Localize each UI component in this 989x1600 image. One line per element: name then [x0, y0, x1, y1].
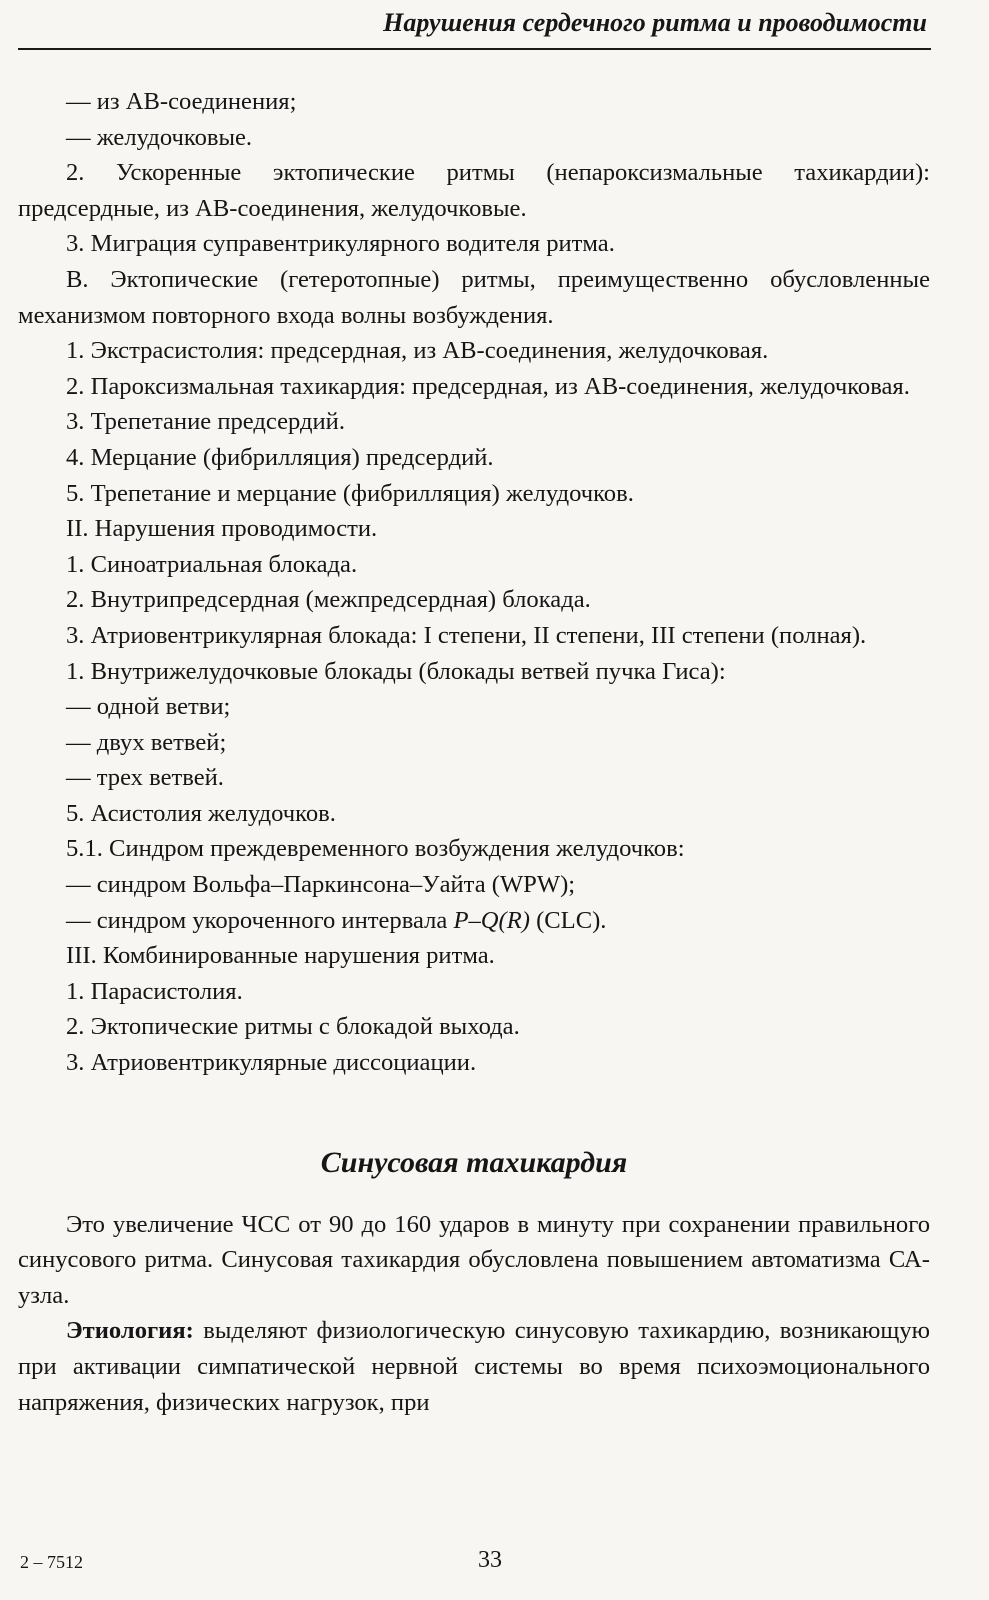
list-item: 5.1. Синдром преждевременного возбуждения желудочков: — [66, 835, 685, 863]
list-item-text: (CLC). — [529, 906, 607, 934]
footer-code: 2 – 7512 — [20, 1552, 83, 1572]
list-item: — трех ветвей. — [66, 764, 224, 792]
list-item: III. Комбинированные нарушения ритма. — [66, 942, 495, 970]
list-item: 4. Мерцание (фибрилляция) предсердий. — [66, 443, 494, 471]
list-item: 5. Трепетание и мерцание (фибрилляция) желудочков. — [66, 479, 634, 507]
list-item: 3. Атриовентрикулярная блокада: I степени, II степени, III степени (полная). — [66, 621, 867, 649]
list-item: — двух ветвей; — [66, 728, 227, 756]
list-item: 2. Пароксизмальная тахикардия: предсердная, из АВ-соединения, желудочковая. — [66, 372, 910, 400]
paragraph-label: Этиология: — [66, 1317, 194, 1345]
list-item: — синдром Вольфа–Паркинсона–Уайта (WPW); — [66, 871, 576, 899]
header-title: Нарушения сердечного ритма и проводимости — [383, 8, 927, 37]
paragraph: Это увеличение ЧСС от 90 до 160 ударов в минуту при сохранении правильного синусового ритма. Синусовая тахикардия обусловлена повышением автоматизма СА-узла. — [18, 1210, 930, 1309]
list-item: 2. Ускоренные эктопические ритмы (непароксизмальные тахикардии): предсердные, из АВ-соединения, желудочковые. — [18, 159, 930, 222]
list-item: 1. Экстрасистолия: предсердная, из АВ-соединения, желудочковая. — [66, 337, 769, 365]
list-item: 1. Внутрижелудочковые блокады (блокады ветвей пучка Гиса): — [66, 657, 726, 685]
list-item: 5. Асистолия желудочков. — [66, 799, 336, 827]
page-number: 33 — [478, 1547, 502, 1573]
list-item: — желудочковые. — [66, 123, 253, 151]
list-item: 3. Миграция суправентрикулярного водителя ритма. — [66, 230, 615, 258]
page-body — [18, 84, 930, 1420]
list-item: 1. Синоатриальная блокада. — [66, 550, 358, 578]
paragraph — [18, 1313, 930, 1420]
list-item: II. Нарушения проводимости. — [66, 515, 378, 543]
list-item — [18, 903, 930, 939]
list-item: 3. Трепетание предсердий. — [66, 408, 345, 436]
list-item: 3. Атриовентрикулярные диссоциации. — [66, 1049, 477, 1077]
list-item: 2. Эктопические ритмы с блокадой выхода. — [66, 1013, 520, 1041]
list-item-text: — синдром укороченного интервала — [66, 906, 454, 934]
section-title: Синусовая тахикардия — [320, 1145, 628, 1179]
list-item: — из АВ-соединения; — [66, 88, 297, 115]
paragraph-text: выделяют физиологическую синусовую тахикардию, возникающую при активации симпатической нервной системы во время психоэмоционального напряжения, физических нагрузок, при — [18, 1317, 930, 1416]
list-item: 2. Внутрипредсердная (межпредсердная) блокада. — [66, 586, 591, 614]
list-item: — одной ветви; — [66, 693, 231, 721]
list-item: 1. Парасистолия. — [66, 977, 243, 1005]
list-item: В. Эктопические (гетеротопные) ритмы, преимущественно обусловленные механизмом повторного входа волны возбуждения. — [18, 265, 930, 329]
interval-term: P–Q(R) — [453, 906, 530, 934]
running-header — [18, 0, 931, 50]
